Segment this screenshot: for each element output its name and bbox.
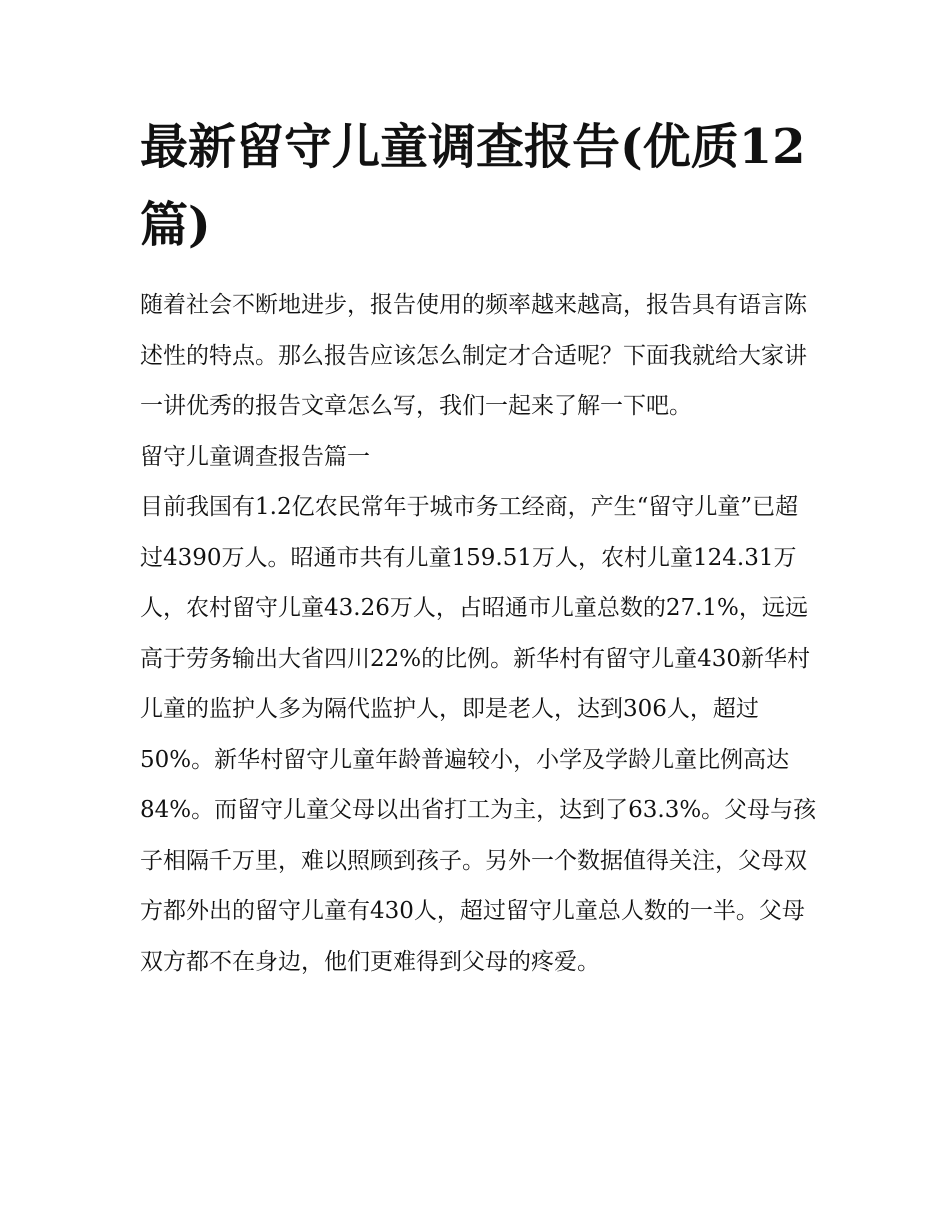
section-heading: 留守儿童调查报告篇一 [140, 443, 370, 470]
document-page [140, 108, 820, 987]
intro-paragraph: 随着社会不断地进步，报告使用的频率越来越高，报告具有语言陈述性的特点。那么报告应该怎么制定才合适呢？下面我就给大家讲一讲优秀的报告文章怎么写，我们一起来了解一下吧。 [140, 292, 807, 419]
body-paragraph: 目前我国有1.2亿农民常年于城市务工经商，产生“留守儿童”已超过4390万人。昭通市共有儿童159.51万人，农村儿童124.31万人，农村留守儿童43.26万人，占昭通市儿童总数的27.1%，远远高于劳务输出大省四川22%的比例。新华村有留守儿童430新华村儿童的监护人多为隔代监护人，即是老人，达到306人，超过50%。新华村留守儿童年龄普遍较小，小学及学龄儿童比例高达84%。而留守儿童父母以出省打工为主，达到了63.3%。父母与孩子相隔千万里，难以照顾到孩子。另外一个数据值得关注，父母双方都外出的留守儿童有430人，超过留守儿童总人数的一半。父母双方都不在身边，他们更难得到父母的疼爱。 [140, 494, 817, 975]
document-title: 最新留守儿童调查报告(优质12篇) [140, 119, 806, 253]
